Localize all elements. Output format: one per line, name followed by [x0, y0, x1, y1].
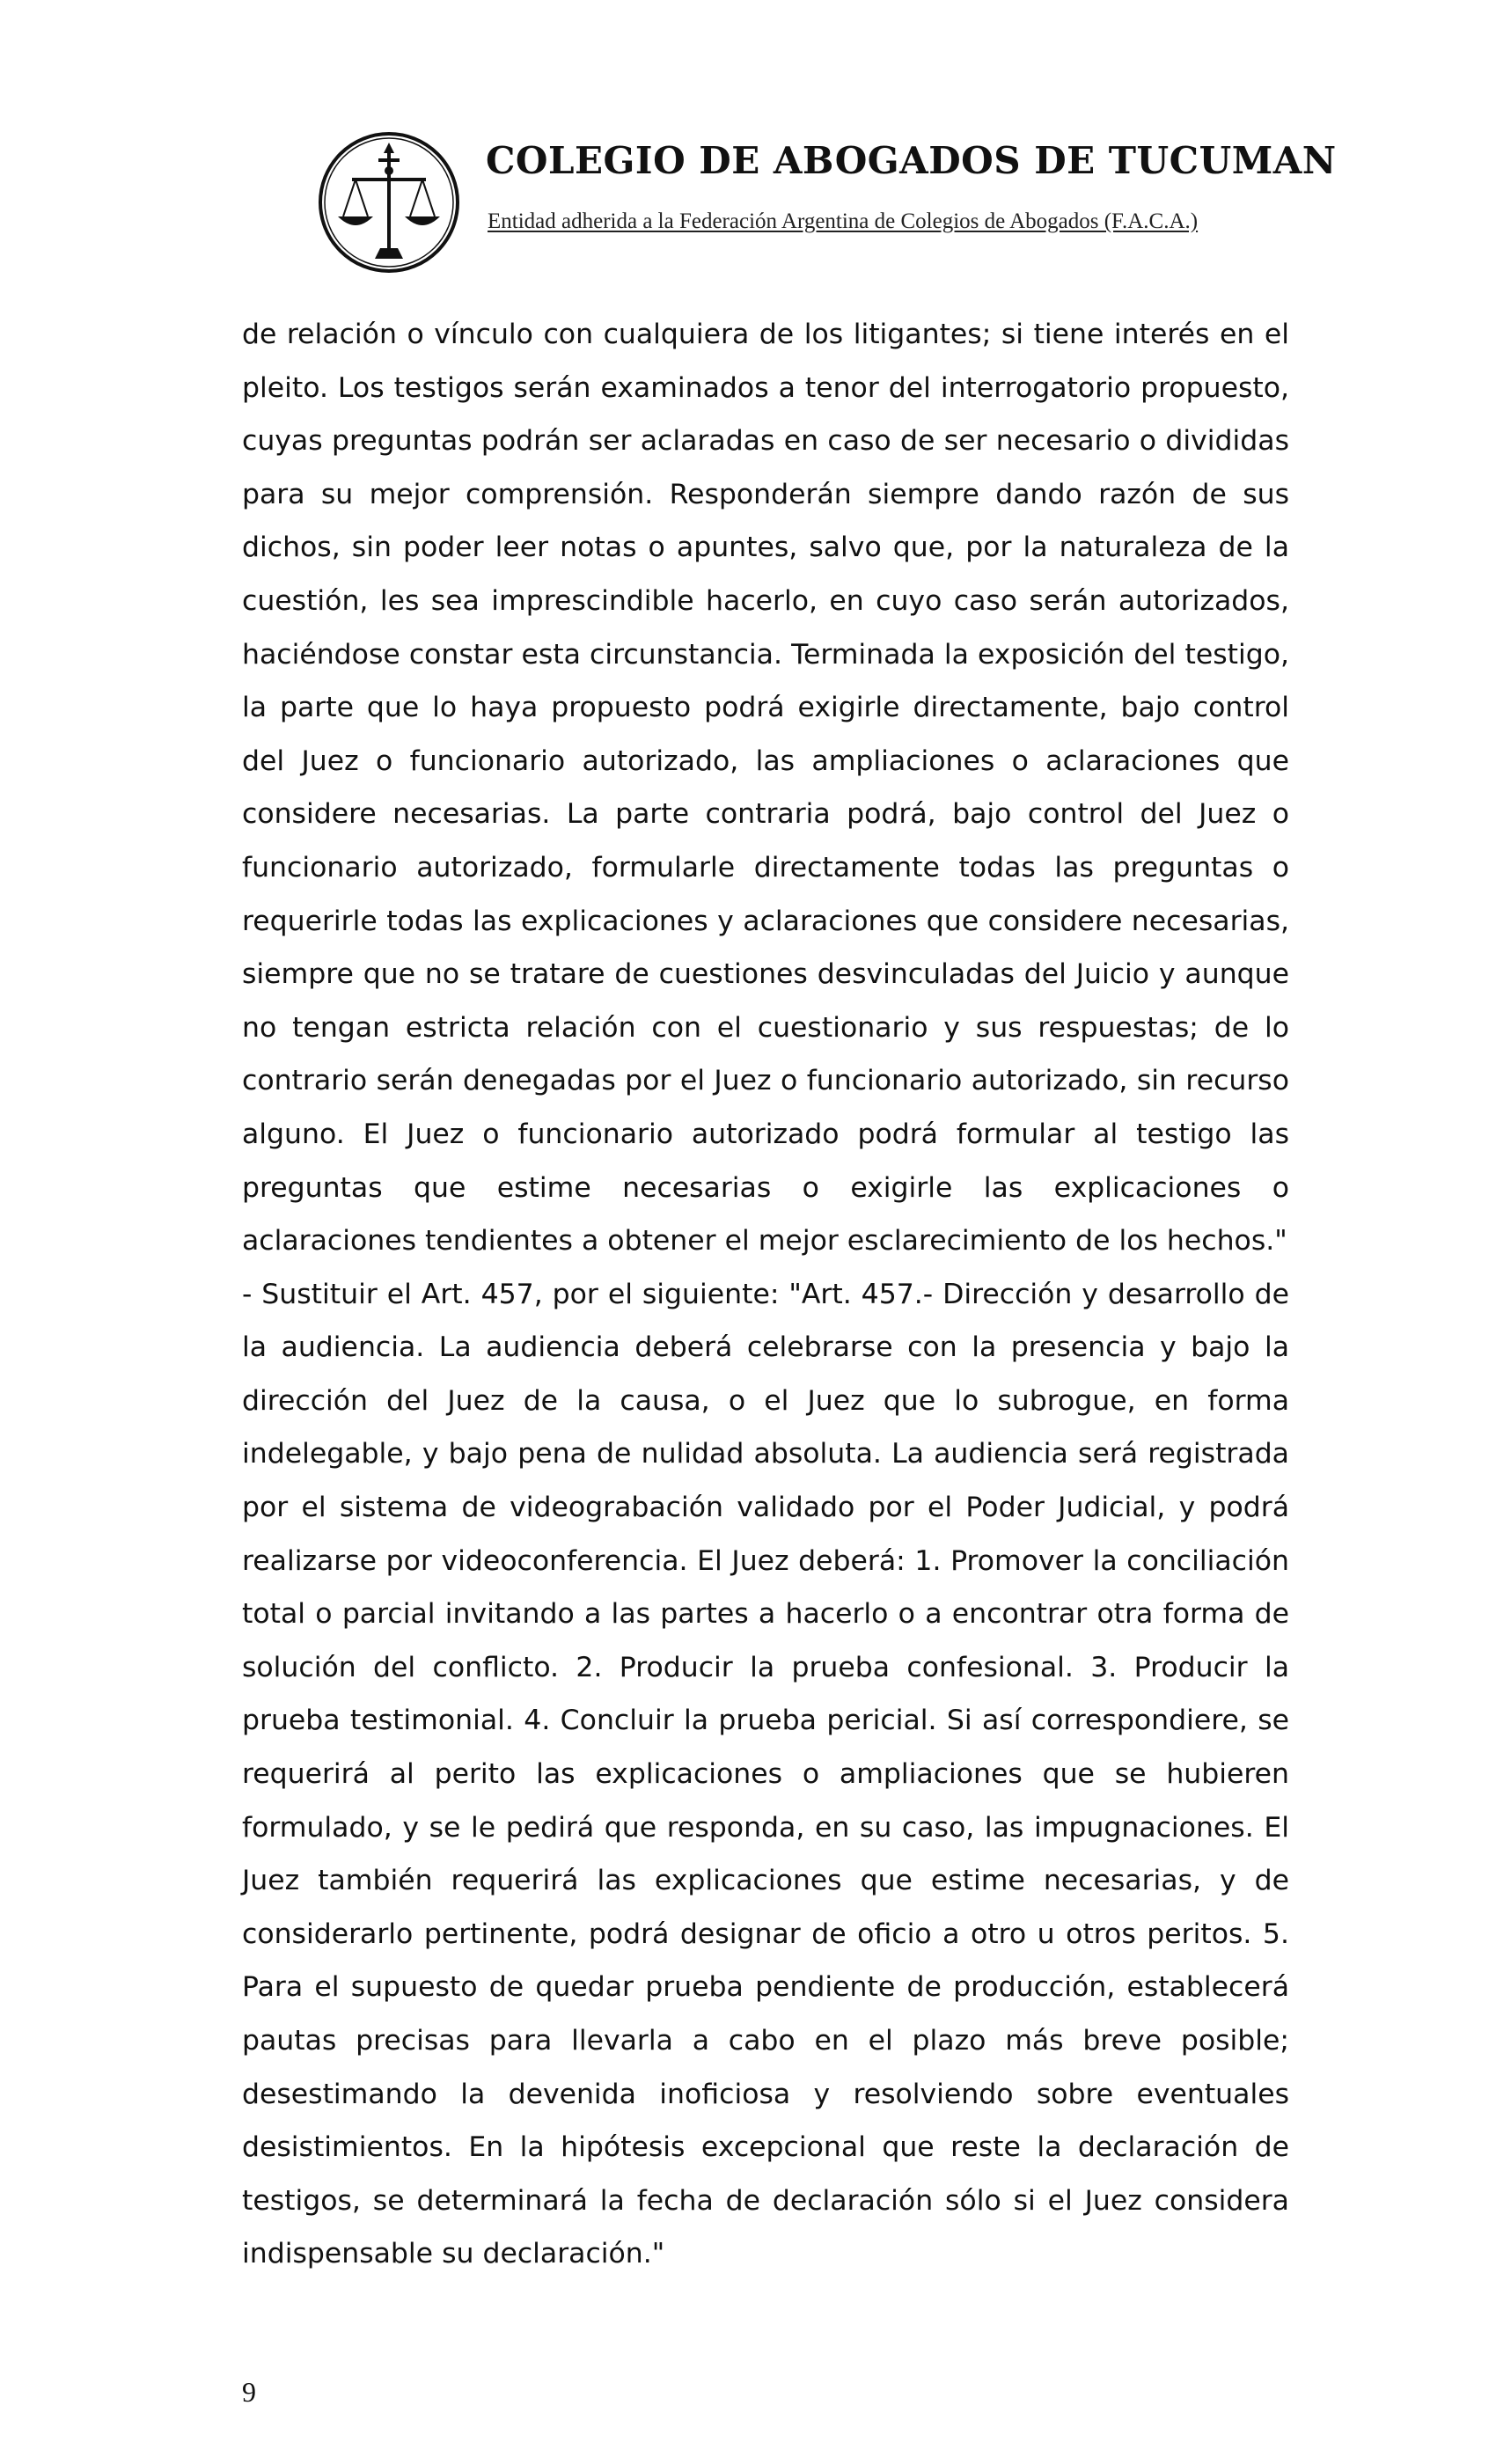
- organization-name: COLEGIO DE ABOGADOS DE TUCUMAN: [486, 139, 1337, 182]
- paragraph: de relación o vínculo con cualquiera de los litigantes; si tiene interés en el pleito. Los testigos serán examinados a tenor del interrogatorio propuesto, cuyas preguntas podrán ser aclaradas en caso de ser necesario o divididas para su mejor comprensión. Responderán siempre dando razón de sus dichos, sin poder leer notas o apuntes, salvo que, por la naturaleza de la cuestión, les sea imprescindible hacerlo, en cuyo caso serán autorizados, haciéndose constar esta circunstancia. Terminada la exposición del testigo, la parte que lo haya propuesto podrá exigirle directamente, bajo control del Juez o funcionario autorizado, las ampliaciones o aclaraciones que considere necesarias. La parte contraria podrá, bajo control del Juez o funcionario autorizado, formularle directamente todas las preguntas o requerirle todas las explicaciones y aclaraciones que considere necesarias, siempre que no se tratare de cuestiones desvinculadas del Juicio y aunque no tengan estricta relación con el cuestionario y sus respuestas; de lo contrario serán denegadas por el Juez o funcionario autorizado, sin recurso alguno. El Juez o funcionario autorizado podrá formular al testigo las preguntas que estime necesarias o exigirle las explicaciones o aclaraciones tendientes a obtener el mejor esclarecimiento de los hechos.": [242, 319, 1289, 1258]
- letterhead: [317, 123, 1373, 273]
- scales-of-justice-icon: [317, 130, 461, 275]
- document-body: [242, 308, 1289, 2281]
- organization-subtitle: Entidad adherida a la Federación Argentina de Colegios de Abogados (F.A.C.A.): [488, 209, 1199, 233]
- page-number: 9: [242, 2376, 256, 2408]
- paragraph: - Sustituir el Art. 457, por el siguiente: "Art. 457.- Dirección y desarrollo de la audiencia. La audiencia deberá celebrarse con la presencia y bajo la dirección del Juez de la causa, o el Juez que lo subrogue, en forma indelegable, y bajo pena de nulidad absoluta. La audiencia será registrada por el sistema de videograbación validado por el Poder Judicial, y podrá realizarse por videoconferencia. El Juez deberá: 1. Promover la conciliación total o parcial invitando a las partes a hacerlo o a encontrar otra forma de solución del conflicto. 2. Producir la prueba confesional. 3. Producir la prueba testimonial. 4. Concluir la prueba pericial. Si así correspondiere, se requerirá al perito las explicaciones o ampliaciones que se hubieren formulado, y se le pedirá que responda, en su caso, las impugnaciones. El Juez también requerirá las explicaciones que estime necesarias, y de considerarlo pertinente, podrá designar de oficio a otro u otros peritos. 5. Para el supuesto de quedar prueba pendiente de producción, establecerá pautas precisas para llevarla a cabo en el plazo más breve posible; desestimando la devenida inoficiosa y resolviendo sobre eventuales desistimientos. En la hipótesis excepcional que reste la declaración de testigos, se determinará la fecha de declaración sólo si el Juez considera indispensable su declaración.": [242, 1278, 1289, 2270]
